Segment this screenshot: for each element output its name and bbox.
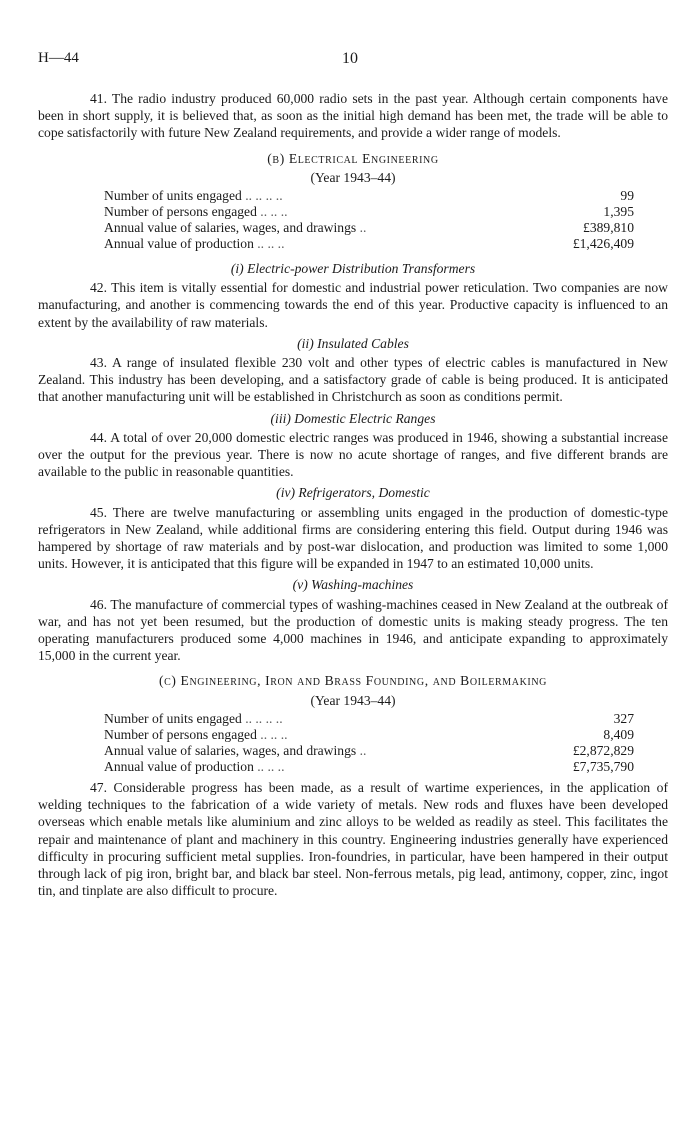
stat-label: Number of units engaged .. .. .. .. (104, 710, 283, 726)
stat-value: 8,409 (603, 726, 634, 742)
paragraph-43: 43. A range of insulated flexible 230 volt and other types of electric cables is manufactured in New Zealand. This industry has been developing, and a satisfactory grade of cable is being produced. It is anticipated that another manufacturing unit will be established in Christchurch as soon as conditions permit. (38, 355, 668, 405)
stat-value: £1,426,409 (572, 236, 634, 252)
section-c-stats-table (104, 711, 634, 775)
stat-value: £389,810 (583, 220, 634, 236)
table-row (104, 743, 634, 759)
table-row (104, 188, 634, 204)
paragraph-44: 44. A total of over 20,000 domestic electric ranges was produced in 1946, showing a substantial increase over the output for the previous year. There is now no acute shortage of ranges, and five different brands are available to the public in reasonable quantities. (38, 429, 668, 480)
stat-label: Annual value of salaries, wages, and drawings .. (104, 220, 367, 236)
subheading-iv: (iv) Refrigerators, Domestic (276, 485, 430, 501)
paragraph-41: 41. The radio industry produced 60,000 radio sets in the past year. Although certain components have been in short supply, it is believed that, as soon as the initial high demand has been met, the trade will be able to cope satisfactorily with future New Zealand requirements, and provide a wider range of models. (38, 91, 668, 141)
stat-value: £2,872,829 (572, 742, 634, 758)
table-row (104, 711, 634, 727)
subheading-i: (i) Electric-power Distribution Transformers (230, 261, 476, 277)
section-c-title: (c) Engineering, Iron and Brass Founding, and Boilermaking (159, 673, 547, 689)
stat-label: Number of persons engaged .. .. .. (104, 726, 288, 742)
table-row (104, 204, 634, 220)
subheading-ii: (ii) Insulated Cables (297, 335, 409, 351)
section-b-stats-table (104, 188, 634, 252)
stat-value: 99 (620, 188, 634, 204)
stat-label: Annual value of salaries, wages, and drawings .. (104, 742, 367, 758)
stat-value: 327 (613, 710, 634, 726)
paragraph-45: 45. There are twelve manufacturing or assembling units engaged in the production of domestic-type refrigerators in New Zealand, while additional firms are considering entering this field. Output during 1946 was hampered by shortage of raw materials and by post-war dislocation, and production was limited to some 1,000 units. However, it is anticipated that this figure will be expanded in 1947 to an estimated 10,000 units. (38, 504, 668, 572)
document-reference: H—44 (38, 50, 79, 66)
stat-value: £7,735,790 (572, 758, 634, 774)
subheading-v: (v) Washing-machines (292, 577, 414, 593)
table-row (104, 236, 634, 252)
stat-value: 1,395 (603, 204, 634, 220)
subheading-iii: (iii) Domestic Electric Ranges (270, 410, 436, 426)
paragraph-46: 46. The manufacture of commercial types of washing-machines ceased in New Zealand at the outbreak of war, and has not yet been resumed, but the production of domestic units is making steady progress. The ten operating manufacturers produced some 4,000 machines in 1946, and anticipate expanding to approximately 15,000 in the current year. (38, 596, 668, 664)
page-number: 10 (342, 50, 358, 67)
section-b-title: (b) Electrical Engineering (267, 150, 439, 166)
section-c-year: (Year 1943–44) (310, 692, 396, 708)
stat-label: Annual value of production .. .. .. (104, 236, 285, 252)
stat-label: Annual value of production .. .. .. (104, 758, 285, 774)
table-row (104, 220, 634, 236)
paragraph-42: 42. This item is vitally essential for domestic and industrial power reticulation. Two companies are now manufacturing, and another is commencing towards the end of this year. Productive capacity is influenced to an extent by the availability of raw materials. (38, 280, 668, 330)
paragraph-47: 47. Considerable progress has been made, as a result of wartime experiences, in the application of welding techniques to the fabrication of a wide variety of metals. New rods and fluxes have been developed overseas which enable metals like aluminium and zinc alloys to be welded as readily as steel. This facilitates the repair and maintenance of plant and machinery in this country. Engineering industries generally have experienced difficulty in procuring sufficient metal supplies. Iron-foundries, in particular, have been hampered in their output through lack of pig iron, bright bar, and black bar steel. Non-ferrous metals, pig lead, antimony, copper, zinc, ingot tin, and tinplate are also difficult to procure. (38, 779, 668, 899)
table-row (104, 759, 634, 775)
stat-label: Number of units engaged .. .. .. .. (104, 188, 283, 204)
table-row (104, 727, 634, 743)
stat-label: Number of persons engaged .. .. .. (104, 204, 288, 220)
section-b-year: (Year 1943–44) (310, 169, 396, 185)
